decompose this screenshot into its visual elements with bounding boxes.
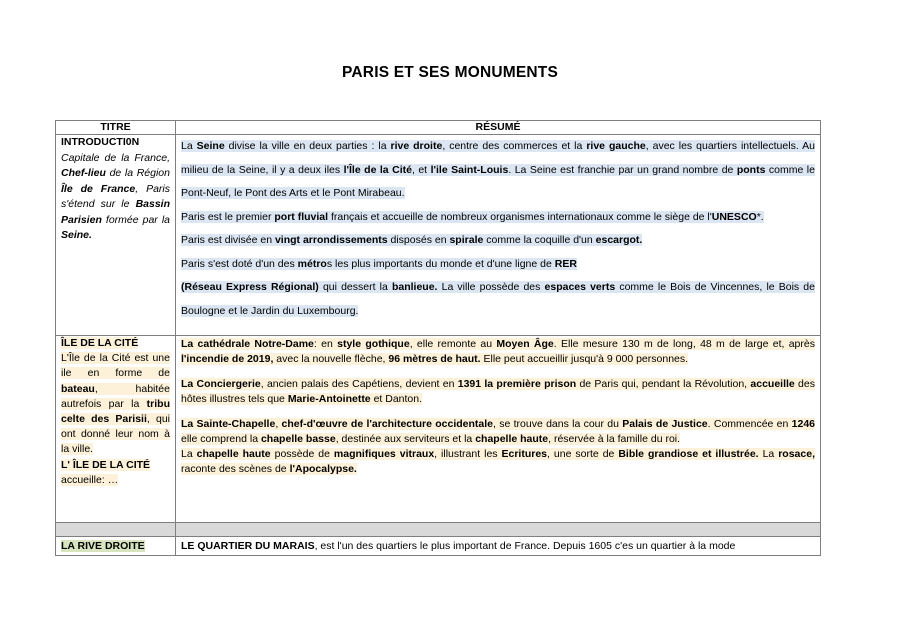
ile-text: L'Île de la Cité est une ile en forme de bateau, habitée autrefois par la tribu celte des Parisii, qui ont donné leur nom à la ville. xyxy=(61,352,170,456)
intro-text: Capitale de la France, xyxy=(61,151,170,164)
intro-title-cell xyxy=(56,135,176,336)
rive-row xyxy=(56,537,821,556)
intro-bold: Île de France xyxy=(61,182,136,195)
ile-subheading: L' ÎLE DE LA CITÉ xyxy=(61,458,151,471)
separator-cell-left xyxy=(56,523,176,537)
ile-heading: ÎLE DE LA CITÉ xyxy=(61,337,139,349)
intro-paragraph-metro: Paris s'est doté d'un des métros les plus importants du monde et d'une ligne de RER xyxy=(181,257,577,270)
intro-summary-cell xyxy=(176,135,821,336)
ile-row xyxy=(56,336,821,523)
intro-text: de la Région xyxy=(105,167,170,179)
sainte-chapelle-paragraph: La Sainte-Chapelle, chef-d'œuvre de l'architecture occidentale, se trouve dans la cour du Palais de Justice. Commencée en 1246 elle comprend la chapelle basse, destinée aux serviteurs et la chapelle haute, réservée à la famille du roi. xyxy=(181,418,815,445)
summary-table xyxy=(55,120,821,556)
conciergerie-paragraph: La Conciergerie, ancien palais des Capétiens, devient en 1391 la première prison de Paris qui, pendant la Révolution, accueille des hôtes illustres tels que Marie-Antoinette et Danton. xyxy=(181,378,815,405)
header-titre: TITRE xyxy=(56,121,176,135)
intro-text: formée par la xyxy=(101,213,170,226)
intro-text: , Paris s'étend sur le xyxy=(61,182,170,210)
marais-paragraph: LE QUARTIER DU MARAIS, est l'un des quartiers le plus important de France. Depuis 1605 c'es un quartier à la mode xyxy=(181,540,736,552)
separator-cell-right xyxy=(176,523,821,537)
intro-paragraph-arrondissements: Paris est divisée en vingt arrondissements disposés en spirale comme la coquille d'un escargot. xyxy=(181,234,643,246)
table-header-row xyxy=(56,121,821,135)
intro-paragraph-port: Paris est le premier port fluvial français et accueille de nombreux organismes internationaux comme le siège de l'UNESCO*. xyxy=(181,210,764,223)
ile-title-cell xyxy=(56,336,176,523)
rive-title-cell xyxy=(56,537,176,556)
intro-row xyxy=(56,135,821,336)
intro-paragraph-rer: (Réseau Express Régional) qui dessert la banlieue. La ville possède des espaces verts comme le Bois de Vincennes, le Bois de Boulogne et le Jardin du Luxembourg. xyxy=(181,281,815,317)
intro-bold: Chef-lieu xyxy=(61,167,106,179)
intro-bold: Bassin Parisien xyxy=(61,198,170,226)
separator-row xyxy=(56,523,821,537)
chapelle-haute-paragraph: La chapelle haute possède de magnifiques vitraux, illustrant les Ecritures, une sorte de Bible grandiose et illustrée. La rosace, raconte des scènes de l'Apocalypse. xyxy=(181,448,815,475)
ile-summary-cell xyxy=(176,336,821,523)
rive-summary-cell xyxy=(176,537,821,556)
intro-bold: Seine. xyxy=(61,229,92,241)
intro-heading: INTRODUCTI0N xyxy=(61,136,140,148)
intro-paragraph-seine: La Seine divise la ville en deux parties : la rive droite, centre des commerces et la rive gauche, avec les quartiers intellectuels. Au milieu de la Seine, il y a deux iles l'Île de la Cité, et l'ile Saint-Louis. La Seine est franchie par un grand nombre de ponts comme le Pont-Neuf, le Pont des Arts et le Pont Mirabeau. xyxy=(181,140,815,199)
header-resume: RÉSUMÉ xyxy=(176,121,821,135)
ile-accueille: accueille: … xyxy=(61,473,119,486)
page-title: PARIS ET SES MONUMENTS xyxy=(342,64,558,81)
rive-heading: LA RIVE DROITE xyxy=(61,540,145,552)
notre-dame-paragraph: La cathédrale Notre-Dame: en style gothique, elle remonte au Moyen Âge. Elle mesure 130 m de long, 48 m de large et, après l'incendie de 2019, avec la nouvelle flèche, 96 mètres de haut. Elle peut accueillir jusqu'à 9 000 personnes. xyxy=(181,338,815,365)
